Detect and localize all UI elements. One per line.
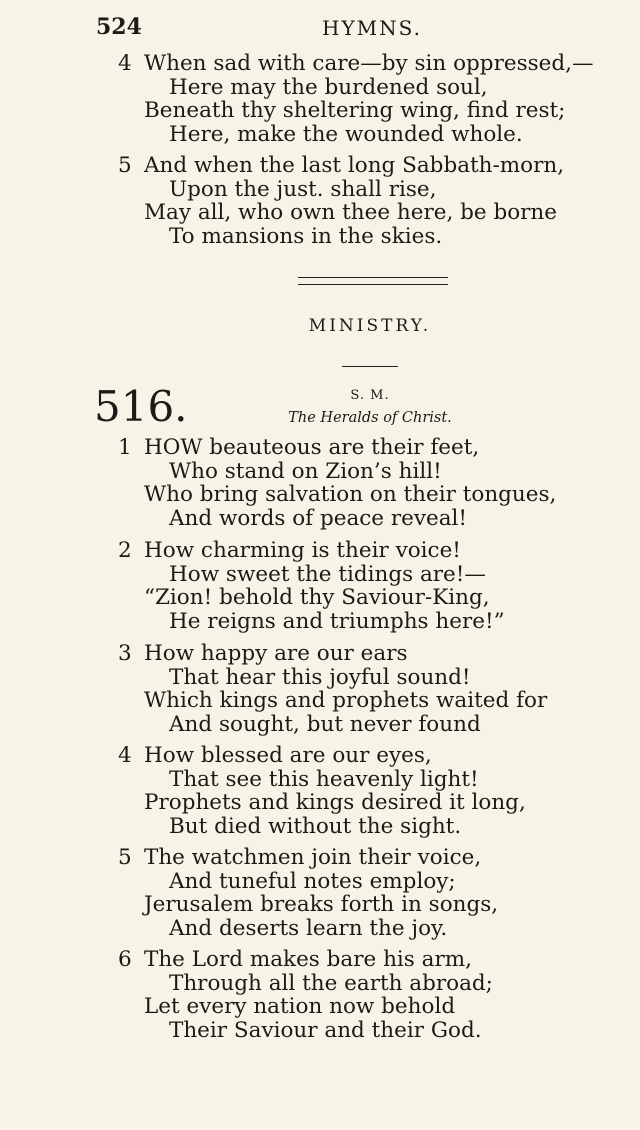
verse-line: Jerusalem breaks forth in songs,	[144, 892, 499, 917]
stanza-6	[118, 948, 493, 1042]
verse-line: Beneath thy sheltering wing, find rest;	[144, 98, 566, 123]
verse-line: Here may the burdened soul,	[169, 74, 488, 100]
verse-line: That hear this joyful sound!	[169, 664, 471, 690]
verse-line: He reigns and triumphs here!”	[169, 608, 505, 634]
page-number: 524	[96, 14, 142, 40]
verse-line: May all, who own thee here, be borne	[144, 200, 557, 225]
verse-line: Prophets and kings desired it long,	[144, 790, 526, 815]
verse-line: The watchmen join their voice,	[144, 845, 482, 870]
verse-line: How sweet the tidings are!—	[169, 561, 486, 587]
verse-line: And sought, but never found	[169, 711, 481, 737]
running-head: HYMNS.	[322, 16, 422, 40]
verse-line: “Zion! behold thy Saviour-King,	[144, 585, 490, 610]
hymn-number: 516.	[94, 382, 188, 431]
verse-line: Their Saviour and their God.	[169, 1017, 482, 1043]
prev-stanza-5	[118, 154, 564, 248]
stanza-4	[118, 744, 526, 838]
verse-line: But died without the sight.	[169, 813, 462, 839]
stanza-5	[118, 846, 498, 940]
verse-line: Which kings and prophets waited for	[144, 688, 548, 713]
verse-line: How charming is their voice!	[144, 538, 461, 563]
verse-line: And words of peace reveal!	[169, 505, 468, 531]
verse-line: And when the last long Sabbath-morn,	[144, 153, 565, 178]
verse-line: And deserts learn the joy.	[169, 915, 448, 941]
stanza-number: 2	[118, 538, 132, 563]
verse-line: HOW beauteous are their feet,	[144, 435, 480, 460]
verse-line: When sad with care—by sin oppressed,—	[144, 51, 594, 76]
prev-stanza-4	[118, 52, 593, 146]
verse-line: How happy are our ears	[144, 641, 408, 666]
hymn-title: The Heralds of Christ.	[288, 410, 452, 426]
stanza-number: 6	[118, 947, 132, 972]
stanza-number: 5	[118, 845, 132, 870]
verse-line: And tuneful notes employ;	[169, 868, 456, 894]
verse-line: Upon the just. shall rise,	[169, 176, 437, 202]
verse-line: That see this heavenly light!	[169, 766, 479, 792]
verse-line: The Lord makes bare his arm,	[144, 947, 472, 972]
stanza-number: 5	[118, 153, 132, 178]
verse-line: To mansions in the skies.	[169, 223, 443, 249]
verse-line: Who stand on Zion’s hill!	[169, 458, 442, 484]
divider-rule	[298, 277, 448, 278]
section-title: MINISTRY.	[308, 316, 432, 336]
stanza-3	[118, 642, 547, 736]
verse-line: Let every nation now behold	[144, 994, 456, 1019]
verse-line: Here, make the wounded whole.	[169, 121, 523, 147]
hymn-meter: S. M.	[350, 388, 390, 403]
stanza-number: 3	[118, 641, 132, 666]
stanza-number: 4	[118, 743, 132, 768]
section-rule	[342, 366, 398, 367]
verse-line: Who bring salvation on their tongues,	[144, 482, 557, 507]
divider-rule	[298, 284, 448, 285]
verse-line: Through all the earth abroad;	[169, 970, 493, 996]
page-header	[0, 8, 640, 42]
stanza-2	[118, 539, 505, 633]
stanza-number: 4	[118, 51, 132, 76]
stanza-1	[118, 436, 556, 530]
verse-line: How blessed are our eyes,	[144, 743, 432, 768]
stanza-number: 1	[118, 435, 132, 460]
